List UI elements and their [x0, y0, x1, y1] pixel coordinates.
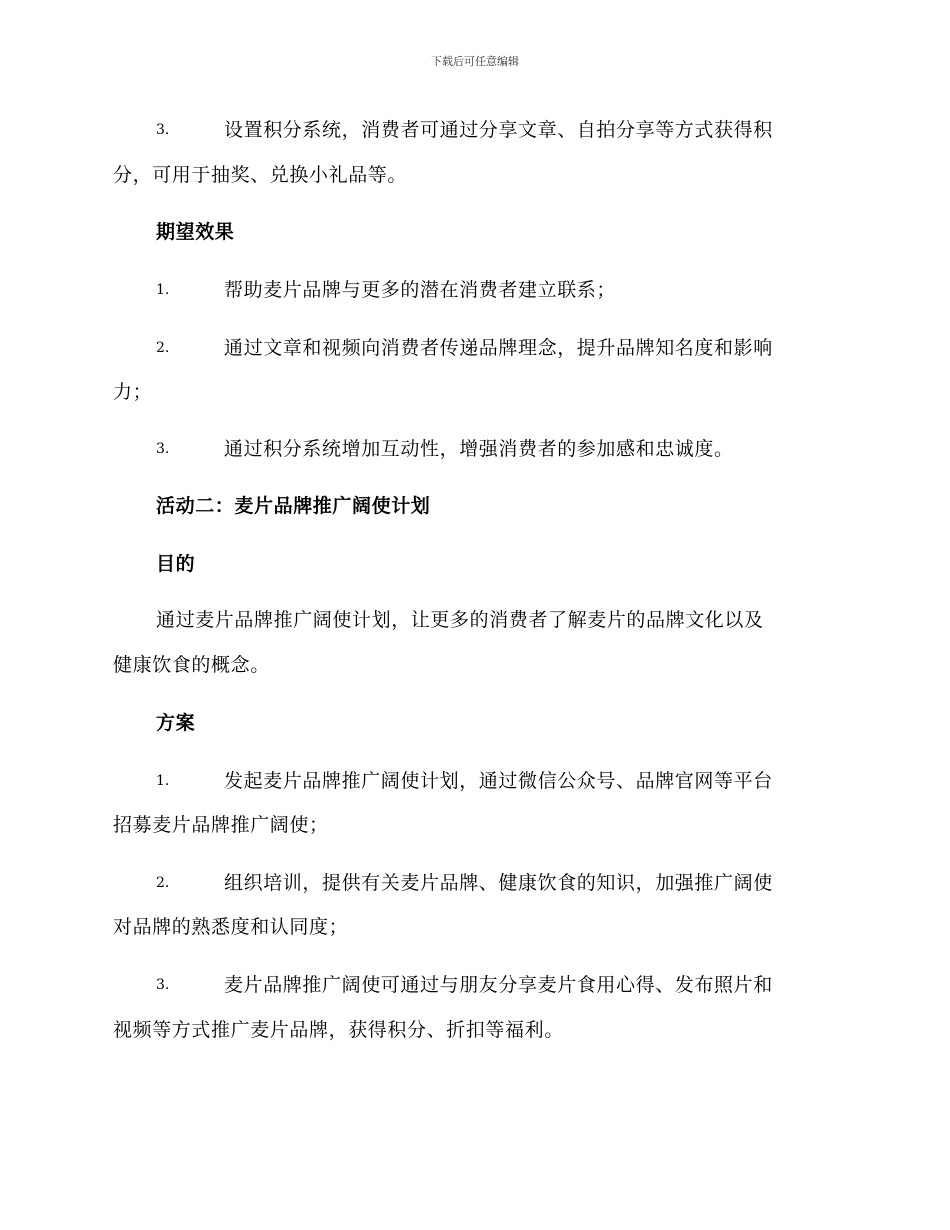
list-number: 2.	[156, 340, 170, 356]
list-number: 2.	[156, 875, 170, 891]
list-item-text: 设置积分系统，消费者可通过分享文章、自拍分享等方式获得积	[224, 119, 773, 141]
list-item-text-continued: 视频等方式推广麦片品牌，获得积分、折扣等福利。	[113, 1019, 564, 1041]
section-heading-plan: 方案	[156, 712, 196, 734]
section-heading-effects: 期望效果	[156, 221, 235, 243]
list-number: 1.	[156, 282, 170, 298]
paragraph-line: 健康饮食的概念。	[113, 654, 270, 676]
list-number: 3.	[156, 441, 170, 457]
list-item-text: 帮助麦片品牌与更多的潜在消费者建立联系；	[224, 279, 617, 301]
list-number: 1.	[156, 773, 170, 789]
section-heading-goal: 目的	[156, 553, 196, 575]
list-item-text-continued: 招募麦片品牌推广阔使；	[113, 814, 329, 836]
list-item-text-continued: 力；	[113, 381, 153, 403]
paragraph-line: 通过麦片品牌推广阔使计划，让更多的消费者了解麦片的品牌文化以及	[156, 609, 764, 631]
list-item-text: 通过积分系统增加互动性，增强消费者的参加感和忠诚度。	[224, 438, 734, 460]
list-item-text: 组织培训，提供有关麦片品牌、健康饮食的知识，加强推广阔使	[224, 872, 773, 894]
section-heading-activity2: 活动二：麦片品牌推广阔使计划	[156, 495, 431, 517]
list-item-text: 通过文章和视频向消费者传递品牌理念，提升品牌知名度和影响	[224, 337, 773, 359]
list-item-text-continued: 对品牌的熟悉度和认同度；	[113, 916, 349, 938]
list-item-text-continued: 分，可用于抽奖、兑换小礼品等。	[113, 164, 408, 186]
list-number: 3.	[156, 122, 170, 138]
list-number: 3.	[156, 977, 170, 993]
list-item-text: 发起麦片品牌推广阔使计划，通过微信公众号、品牌官网等平台	[224, 770, 773, 792]
list-item-text: 麦片品牌推广阔使可通过与朋友分享麦片食用心得、发布照片和	[224, 974, 773, 996]
page-header: 下载后可任意编辑	[431, 55, 519, 68]
